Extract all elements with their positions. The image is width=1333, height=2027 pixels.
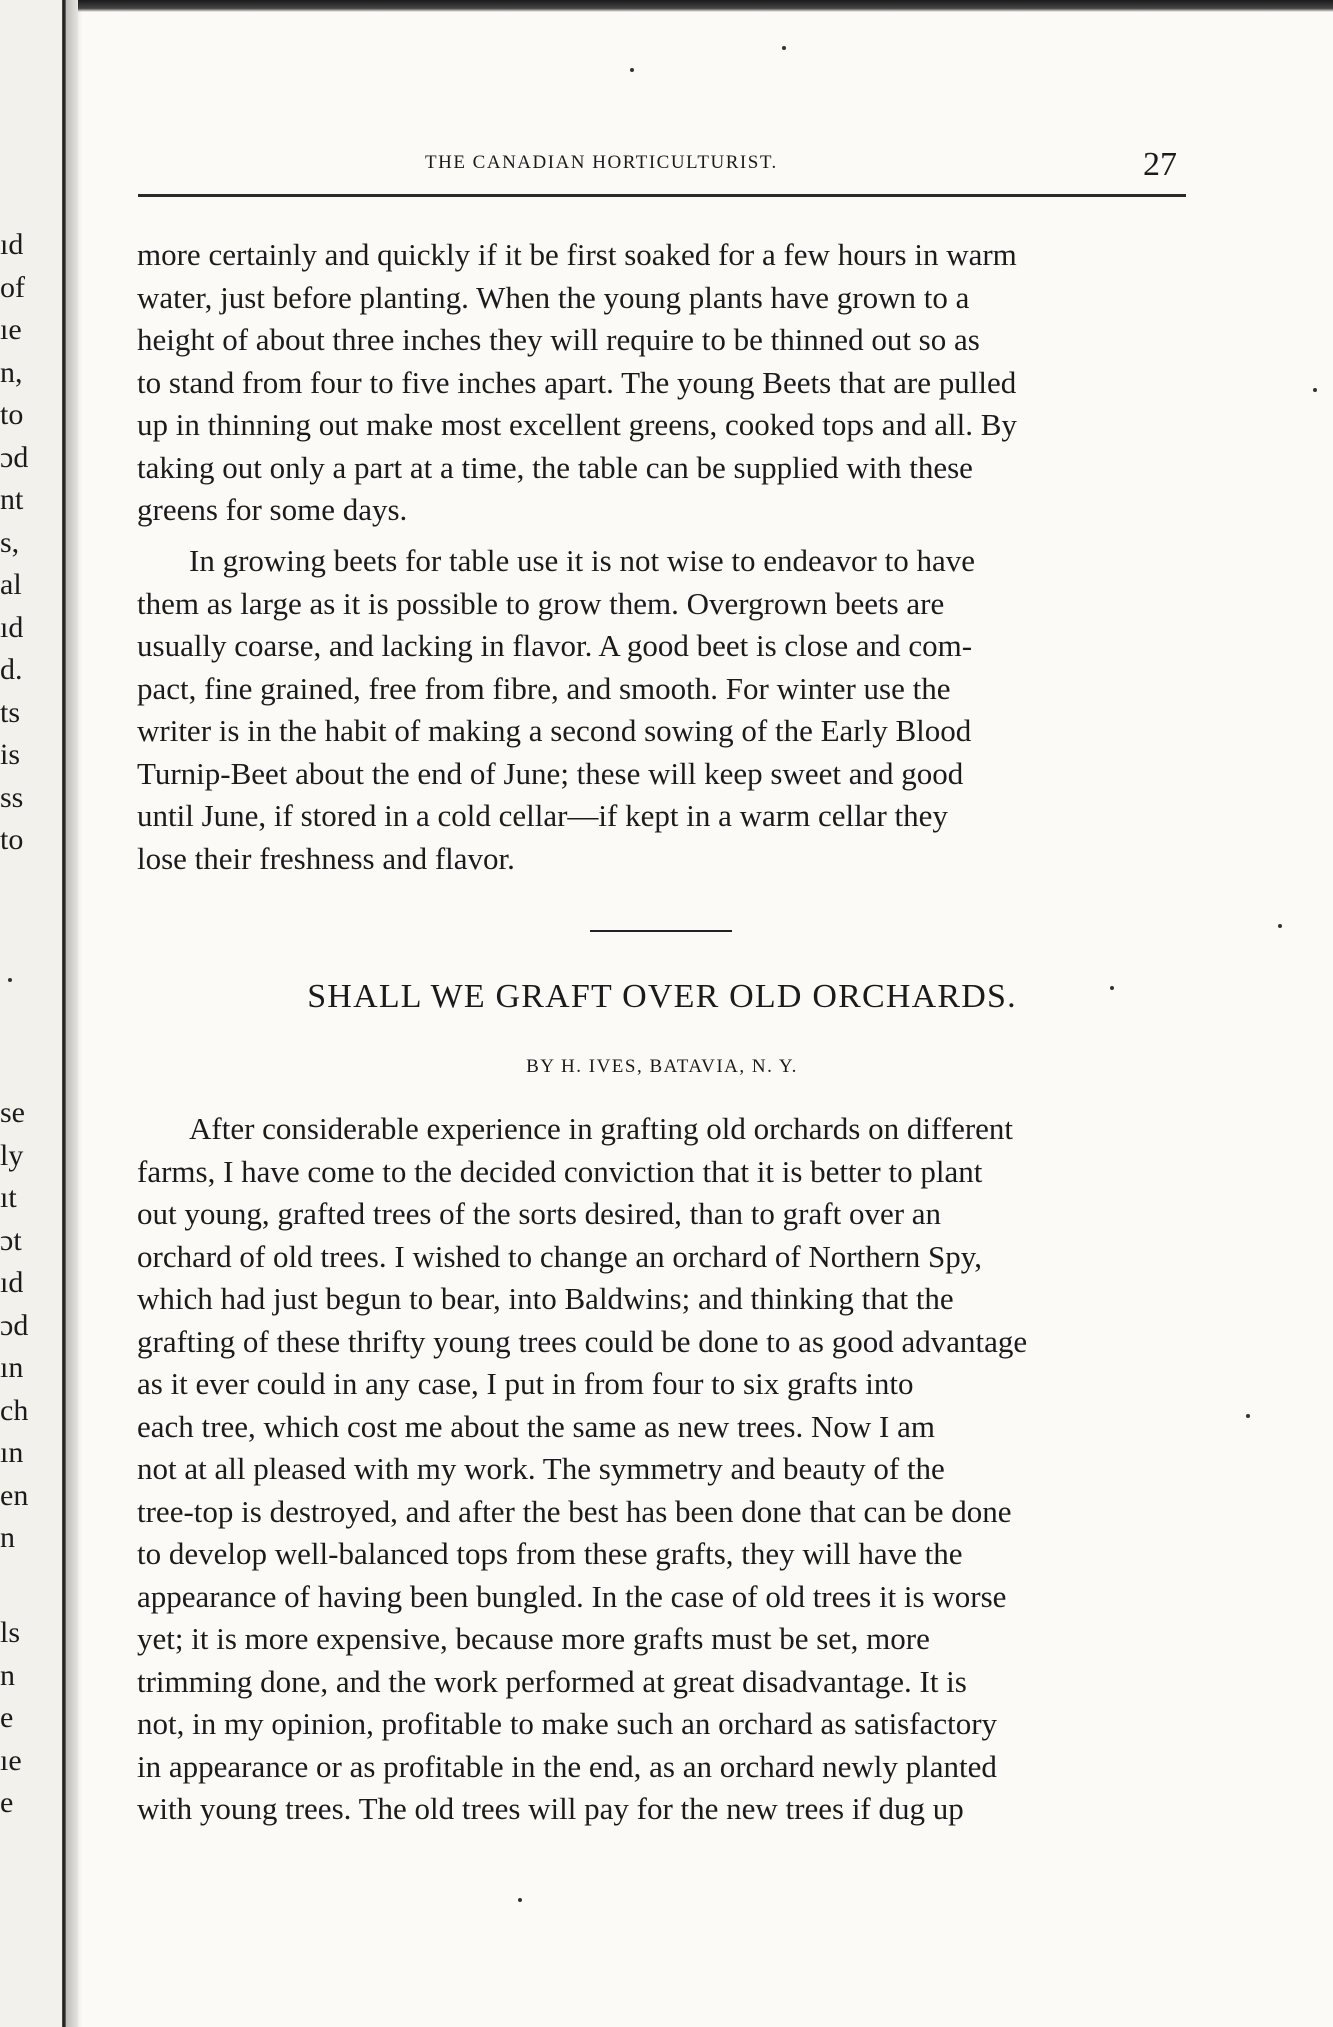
fragment: n [0, 1521, 15, 1554]
text-line: them as large as it is possible to grow them. Overgrown beets are [137, 585, 945, 621]
fragment: to [0, 398, 24, 431]
fragment: ın [0, 1351, 24, 1384]
text-line: grafting of these thrifty young trees could be done to as good advantage [137, 1323, 1028, 1359]
ink-speck [782, 46, 786, 50]
fragment: ɔd [0, 1308, 29, 1342]
fragment: ls [0, 1616, 21, 1649]
text-line: taking out only a part at a time, the table can be supplied with these [137, 449, 973, 485]
text-line: After considerable experience in grafting old orchards on different [189, 1111, 1014, 1146]
article-title: SHALL WE GRAFT OVER OLD ORCHARDS. [307, 978, 1017, 1015]
text-line: more certainly and quickly if it be first soaked for a few hours in warm [137, 237, 1017, 272]
text-line: appearance of having been bungled. In the case of old trees it is worse [137, 1578, 1007, 1614]
text-line: trimming done, and the work performed at great disadvantage. It is [137, 1663, 967, 1699]
ink-speck [518, 1898, 522, 1902]
text-line: each tree, which cost me about the same as new trees. Now I am [137, 1408, 935, 1444]
fragment: of [0, 270, 25, 304]
fragment: ıe [0, 1743, 22, 1777]
text-line: out young, grafted trees of the sorts desired, than to graft over an [137, 1196, 942, 1231]
previous-page-fragments-lower [0, 1092, 28, 1560]
text-line: usually coarse, and lacking in flavor. A good beet is close and com- [137, 628, 973, 663]
fragment: d. [0, 653, 23, 686]
text-line: pact, fine grained, free from fibre, and smooth. For winter use the [137, 670, 951, 706]
fragment: nt [0, 483, 24, 516]
text-line: farms, I have come to the decided conviction that it is better to plant [137, 1153, 983, 1189]
text-line: to develop well-balanced tops from these grafts, they will have the [137, 1536, 963, 1571]
fragment: ın [0, 1436, 24, 1469]
text-line: not, in my opinion, profitable to make such an orchard as satisfactory [137, 1706, 998, 1741]
fragment: ıd [0, 610, 24, 644]
fragment: al [0, 568, 22, 601]
text-line: height of about three inches they will require to be thinned out so as [137, 322, 980, 357]
section-divider [590, 930, 732, 932]
text-line: In growing beets for table use it is not wise to endeavor to have [189, 543, 975, 578]
fragment: n [0, 1658, 15, 1692]
running-head: THE CANADIAN HORTICULTURIST. [425, 152, 778, 173]
ink-speck [1110, 986, 1114, 990]
text-line: up in thinning out make most excellent greens, cooked tops and all. By [137, 407, 1017, 442]
text-line: tree-top is destroyed, and after the best has been done that can be done [137, 1493, 1012, 1529]
page-number: 27 [1143, 146, 1177, 183]
text-line: yet; it is more expensive, because more grafts must be set, more [137, 1621, 930, 1656]
fragment: ɔd [0, 440, 29, 474]
fragment: e [0, 1701, 14, 1734]
text-line: to stand from four to five inches apart. The young Beets that are pulled [137, 364, 1017, 400]
text-line: in appearance or as profitable in the end, as an orchard newly planted [137, 1748, 997, 1784]
ink-speck [1278, 924, 1282, 928]
text-line: which had just begun to bear, into Baldwins; and thinking that the [137, 1281, 954, 1316]
fragment: s, [0, 525, 20, 559]
spine-shadow [66, 0, 82, 2027]
text-line: not at all pleased with my work. The symmetry and beauty of the [137, 1451, 945, 1486]
previous-page-fragments-upper [0, 224, 28, 862]
ink-speck [1246, 1414, 1250, 1418]
fragment: to [0, 823, 24, 856]
text-line: as it ever could in any case, I put in from four to six grafts into [137, 1366, 914, 1401]
text-line: lose their freshness and flavor. [137, 840, 515, 876]
fragment: ɔt [0, 1223, 22, 1257]
fragment: ıe [0, 313, 22, 346]
header-rule [138, 194, 1186, 197]
article-paragraph [137, 1108, 1187, 1831]
ink-speck [1313, 388, 1317, 392]
fragment: ss [0, 780, 24, 814]
text-line: Turnip-Beet about the end of June; these will keep sweet and good [137, 755, 964, 791]
fragment: e [0, 1786, 14, 1819]
previous-page-fragments-bottom [0, 1612, 22, 1825]
article-byline: BY H. IVES, BATAVIA, N. Y. [526, 1056, 798, 1077]
fragment: is [0, 738, 21, 771]
ink-speck [630, 68, 634, 72]
text-line: greens for some days. [137, 492, 408, 527]
fragment: ch [0, 1393, 29, 1427]
text-line: until June, if stored in a cold cellar—if kept in a warm cellar they [137, 798, 948, 833]
paragraph-beets [137, 540, 1187, 880]
fragment: ts [0, 695, 21, 729]
text-line: writer is in the habit of making a second sowing of the Early Blood [137, 713, 972, 748]
paragraph-continued [137, 234, 1187, 532]
fragment: ly [0, 1138, 24, 1172]
text-line: with young trees. The old trees will pay for the new trees if dug up [137, 1791, 964, 1826]
fragment: ıt [0, 1181, 17, 1214]
text-line: water, just before planting. When the young plants have grown to a [137, 279, 970, 315]
text-line: orchard of old trees. I wished to change an orchard of Northern Spy, [137, 1238, 983, 1274]
ink-speck [8, 978, 12, 982]
fragment: ıd [0, 1266, 24, 1299]
fragment: n, [0, 355, 23, 389]
fragment: ıd [0, 228, 24, 261]
fragment: en [0, 1478, 29, 1512]
previous-page-margin [0, 0, 60, 2027]
fragment: se [0, 1096, 25, 1129]
page-top-edge [0, 0, 1333, 12]
